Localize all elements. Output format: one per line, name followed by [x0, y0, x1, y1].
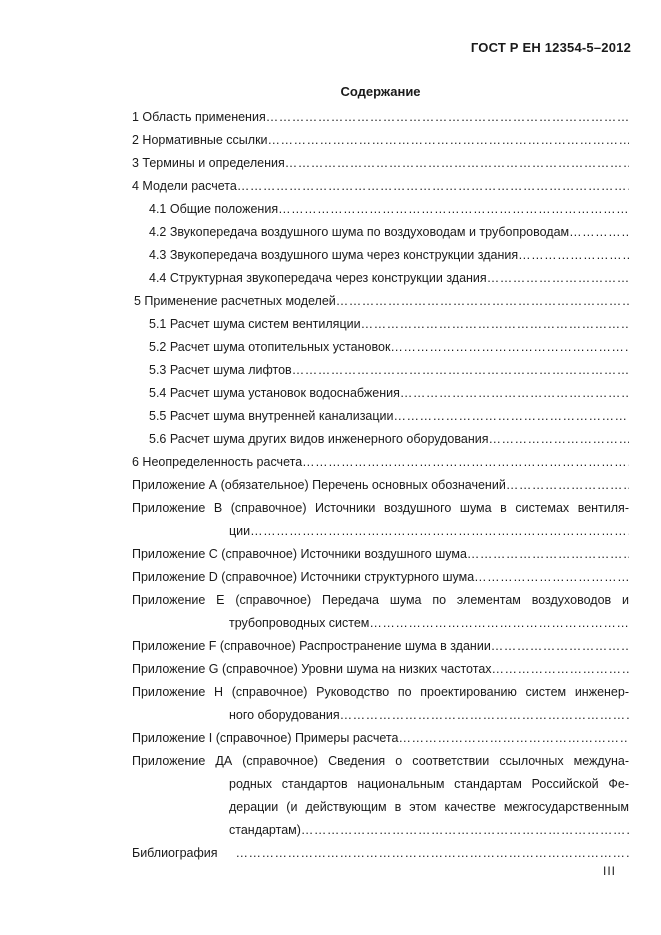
toc-entry-section-4[interactable]: 4 Модели расчета ………………………………………………………………………………………………………………………………………………………… — [132, 175, 629, 198]
toc-entry-bibliography[interactable]: Библиография ………………………………………………………………………………………………………………………………………………………… — [132, 842, 629, 865]
toc-entry-section-2[interactable]: 2 Нормативные ссылки ………………………………………………………………………………………………………………………………………………………… — [132, 129, 629, 152]
toc-entry-appendix-i[interactable]: Приложение I (справочное) Примеры расчета ………………………………………………………………………………………………………………………………………………………… — [132, 727, 629, 750]
toc-entry-section-5-1[interactable]: 5.1 Расчет шума систем вентиляции ………………………………………………………………………………………………………………………………………………………… — [132, 313, 629, 336]
table-of-contents — [132, 106, 629, 865]
toc-entry-section-4-4[interactable]: 4.4 Структурная звукопередача через конструкции здания ………………………………………………………………………………………………………………………………………………………… — [132, 267, 629, 290]
toc-entry-appendix-c[interactable]: Приложение С (справочное) Источники воздушного шума ………………………………………………………………………………………………………………………………………………………… — [132, 543, 629, 566]
toc-entry-section-5-2[interactable]: 5.2 Расчет шума отопительных установок ………………………………………………………………………………………………………………………………………………………… — [132, 336, 629, 359]
toc-entry-appendix-d[interactable]: Приложение D (справочное) Источники структурного шума ………………………………………………………………………………………………………………………………………………………… — [132, 566, 629, 589]
toc-entry-appendix-e[interactable]: Приложение Е (справочное) Передача шума по элементам воздуховодов и трубопроводных систем ………………………………………………………………………………………………………………………………………………………… — [132, 589, 629, 635]
toc-entry-section-4-3[interactable]: 4.3 Звукопередача воздушного шума через конструкции здания ………………………………………………………………………………………………………………………………………………………… — [132, 244, 629, 267]
toc-entry-section-4-1[interactable]: 4.1 Общие положения ………………………………………………………………………………………………………………………………………………………… — [132, 198, 629, 221]
toc-entry-appendix-h[interactable]: Приложение Н (справочное) Руководство по проектированию систем инженер- ного оборудования ………………………………………………………………………………………………………………………………………………………… — [132, 681, 629, 727]
toc-entry-section-5[interactable]: 5 Применение расчетных моделей ………………………………………………………………………………………………………………………………………………………… — [132, 290, 629, 313]
toc-entry-appendix-b[interactable]: Приложение В (справочное) Источники воздушного шума в системах вентиля- ции ………………………………………………………………………………………………………………………………………………………… — [132, 497, 629, 543]
toc-entry-section-5-6[interactable]: 5.6 Расчет шума других видов инженерного оборудования ………………………………………………………………………………………………………………………………………………………… — [132, 428, 629, 451]
toc-entry-section-5-5[interactable]: 5.5 Расчет шума внутренней канализации ………………………………………………………………………………………………………………………………………………………… — [132, 405, 629, 428]
toc-entry-appendix-a[interactable]: Приложение А (обязательное) Перечень основных обозначений ………………………………………………………………………………………………………………………………………………………… — [132, 474, 629, 497]
toc-entry-section-5-4[interactable]: 5.4 Расчет шума установок водоснабжения ………………………………………………………………………………………………………………………………………………………… — [132, 382, 629, 405]
toc-entry-section-3[interactable]: 3 Термины и определения ………………………………………………………………………………………………………………………………………………………… — [132, 152, 629, 175]
toc-entry-section-6[interactable]: 6 Неопределенность расчета ………………………………………………………………………………………………………………………………………………………… — [132, 451, 629, 474]
toc-entry-section-1[interactable]: 1 Область применения ………………………………………………………………………………………………………………………………………………………… — [132, 106, 629, 129]
toc-entry-appendix-g[interactable]: Приложение G (справочное) Уровни шума на низких частотах ………………………………………………………………………………………………………………………………………………………… — [132, 658, 629, 681]
toc-entry-section-5-3[interactable]: 5.3 Расчет шума лифтов ………………………………………………………………………………………………………………………………………………………… — [132, 359, 629, 382]
toc-entry-appendix-da[interactable]: Приложение ДА (справочное) Сведения о соответствии ссылочных междуна- родных стандартов национальным стандартам Российской Фе- дерации (и действующим в этом качестве межгосударственным стандартам) ………………………………………………………………………………………………………………………………………………………… — [132, 750, 629, 842]
toc-entry-section-4-2[interactable]: 4.2 Звукопередача воздушного шума по воздуховодам и трубопроводам ………………………………………………………………………………………………………………………………………………………… — [132, 221, 629, 244]
toc-entry-appendix-f[interactable]: Приложение F (справочное) Распространение шума в здании ………………………………………………………………………………………………………………………………………………………… — [132, 635, 629, 658]
standard-code-header: ГОСТ Р ЕН 12354-5–2012 — [470, 40, 631, 55]
toc-title: Содержание — [340, 84, 421, 99]
page-number: III — [603, 864, 617, 878]
